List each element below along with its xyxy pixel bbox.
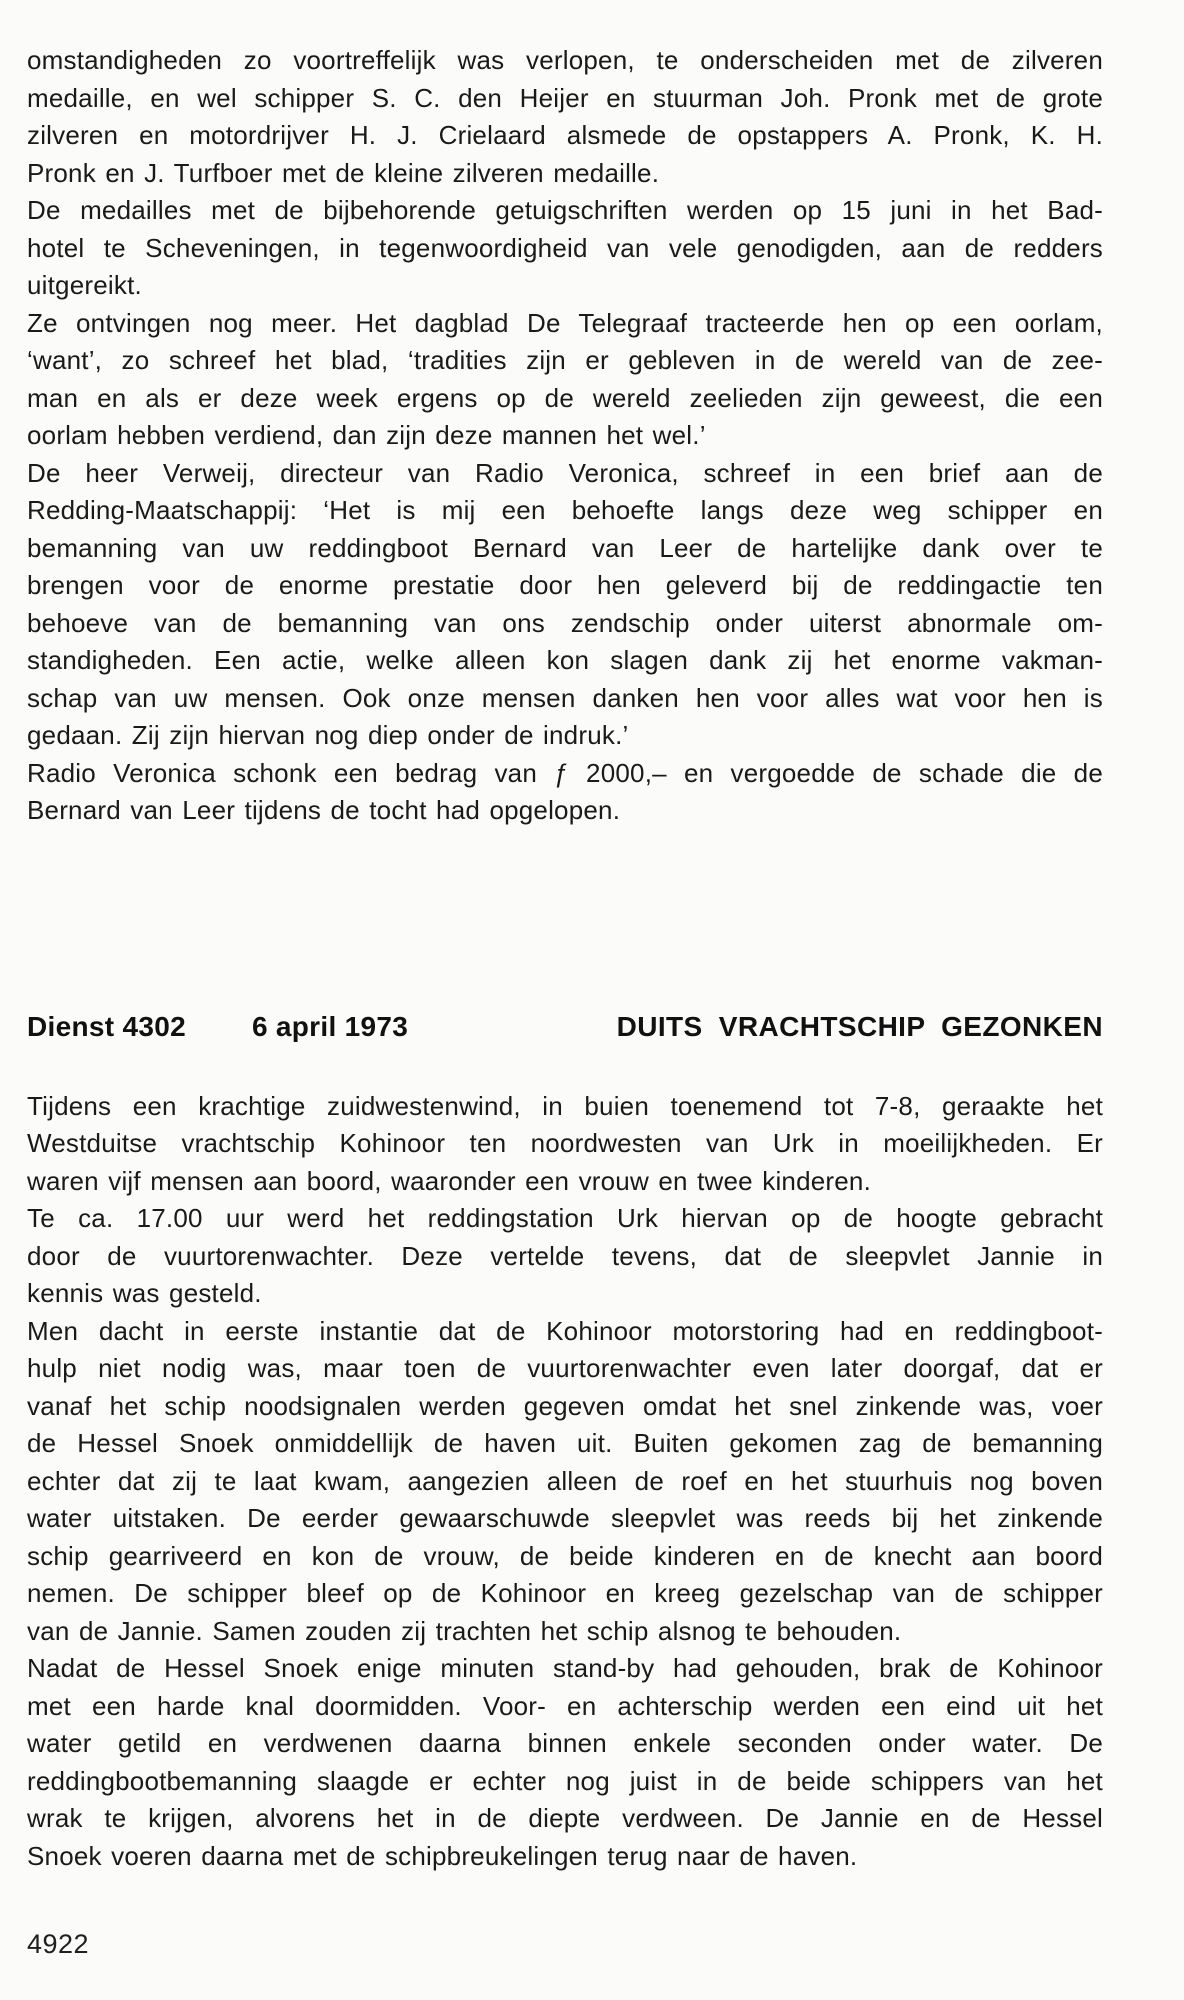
text-line: schap van uw mensen. Ook onze mensen danken hen voor alles wat voor hen is [27, 682, 1103, 713]
text-line: De heer Verweij, directeur van Radio Veronica, schreef in een brief aan de [27, 457, 1103, 488]
text-line: Tijdens een krachtige zuidwestenwind, in buien toenemend tot 7-8, geraakte het [27, 1090, 1103, 1121]
text-line: van de Jannie. Samen zouden zij trachten het schip alsnog te behouden. [27, 1615, 902, 1646]
text-line: nemen. De schipper bleef op de Kohinoor en kreeg gezelschap van de schipper [27, 1578, 1103, 1608]
text-line: De medailles met de bijbehorende getuigschriften werden op 15 juni in het Bad- [27, 195, 1103, 225]
text-line: door de vuurtorenwachter. Deze vertelde tevens, dat de sleepvlet Jannie in [27, 1240, 1103, 1271]
text-line: bemanning van uw reddingboot Bernard van Leer de hartelijke dank over te [27, 532, 1103, 563]
text-line: behoeve van de bemanning van ons zendschip onder uiterst abnormale om- [27, 607, 1103, 638]
text-line: ‘want’, zo schreef het blad, ‘tradities zijn er gebleven in de wereld van de zee- [27, 345, 1103, 375]
text-line: schip gearriveerd en kon de vrouw, de beide kinderen en de knecht aan boord [27, 1540, 1103, 1571]
text-line: Bernard van Leer tijdens de tocht had opgelopen. [27, 795, 621, 825]
text-line: Men dacht in eerste instantie dat de Kohinoor motorstoring had en reddingboot- [27, 1315, 1103, 1346]
text-line: met een harde knal doormidden. Voor- en achterschip werden een eind uit het [27, 1690, 1103, 1721]
text-line: vanaf het schip noodsignalen werden gegeven omdat het snel zinkende was, voer [27, 1390, 1103, 1421]
text-line: Nadat de Hessel Snoek enige minuten stand-by had gehouden, brak de Kohinoor [27, 1653, 1103, 1683]
text-line: reddingbootbemanning slaagde er echter nog juist in de beide schippers van het [27, 1765, 1103, 1796]
article-title: DUITS VRACHTSCHIP GEZONKEN [616, 1010, 1103, 1042]
text-line: Te ca. 17.00 uur werd het reddingstation Urk hiervan op de hoogte gebracht [27, 1203, 1103, 1233]
text-line: hulp niet nodig was, maar toen de vuurtorenwachter even later doorgaf, dat er [27, 1353, 1103, 1383]
body-paragraphs [27, 1088, 1103, 1876]
text-line: standigheden. Een actie, welke alleen kon slagen dank zij het enorme vakman- [27, 645, 1103, 675]
text-line: uitgereikt. [27, 270, 142, 300]
text-line: de Hessel Snoek onmiddellijk de haven uit. Buiten gekomen zag de bemanning [27, 1428, 1103, 1458]
text-line: water uitstaken. De eerder gewaarschuwde sleepvlet was reeds bij het zinkende [27, 1503, 1103, 1533]
text-line: hotel te Scheveningen, in tegenwoordigheid van vele genodigden, aan de redders [27, 232, 1103, 263]
intro-paragraphs [27, 42, 1103, 830]
text-line: Ze ontvingen nog meer. Het dagblad De Telegraaf tracteerde hen op een oorlam, [27, 307, 1103, 338]
text-line: man en als er deze week ergens op de wereld zeelieden zijn geweest, die een [27, 382, 1103, 413]
page-number: 4922 [27, 1929, 90, 1959]
text-line: gedaan. Zij zijn hiervan nog diep onder de indruk.’ [27, 720, 629, 750]
text-line: Radio Veronica schonk een bedrag van ƒ 2000,– en vergoedde de schade die de [27, 757, 1103, 788]
text-line: kennis was gesteld. [27, 1278, 262, 1308]
text-line: Pronk en J. Turfboer met de kleine zilveren medaille. [27, 157, 660, 188]
text-line: Westduitse vrachtschip Kohinoor ten noordwesten van Urk in moeilijkheden. Er [27, 1128, 1103, 1158]
text-line: oorlam hebben verdiend, dan zijn deze mannen het wel.’ [27, 420, 706, 450]
text-line: brengen voor de enorme prestatie door hen geleverd bij de reddingactie ten [27, 570, 1103, 600]
text-line: wrak te krijgen, alvorens het in de diepte verdween. De Jannie en de Hessel [27, 1803, 1103, 1833]
text-line: omstandigheden zo voortreffelijk was verlopen, te onderscheiden met de zilveren [27, 45, 1103, 75]
text-line: medaille, en wel schipper S. C. den Heijer en stuurman Joh. Pronk met de grote [27, 82, 1103, 113]
article-heading [27, 1008, 1103, 1046]
text-line: echter dat zij te laat kwam, aangezien alleen de roef en het stuurhuis nog boven [27, 1465, 1103, 1496]
text-line: Snoek voeren daarna met de schipbreukelingen terug naar de haven. [27, 1840, 858, 1871]
text-line: waren vijf mensen aan boord, waaronder een vrouw en twee kinderen. [27, 1165, 872, 1196]
text-line: Redding-Maatschappij: ‘Het is mij een behoefte langs deze weg schipper en [27, 495, 1103, 525]
article-date: 6 april 1973 [251, 1010, 409, 1042]
text-line: water getild en verdwenen daarna binnen enkele seconden onder water. De [27, 1728, 1103, 1758]
service-number: Dienst 4302 [27, 1010, 186, 1042]
text-line: zilveren en motordrijver H. J. Crielaard alsmede de opstappers A. Pronk, K. H. [27, 120, 1103, 150]
